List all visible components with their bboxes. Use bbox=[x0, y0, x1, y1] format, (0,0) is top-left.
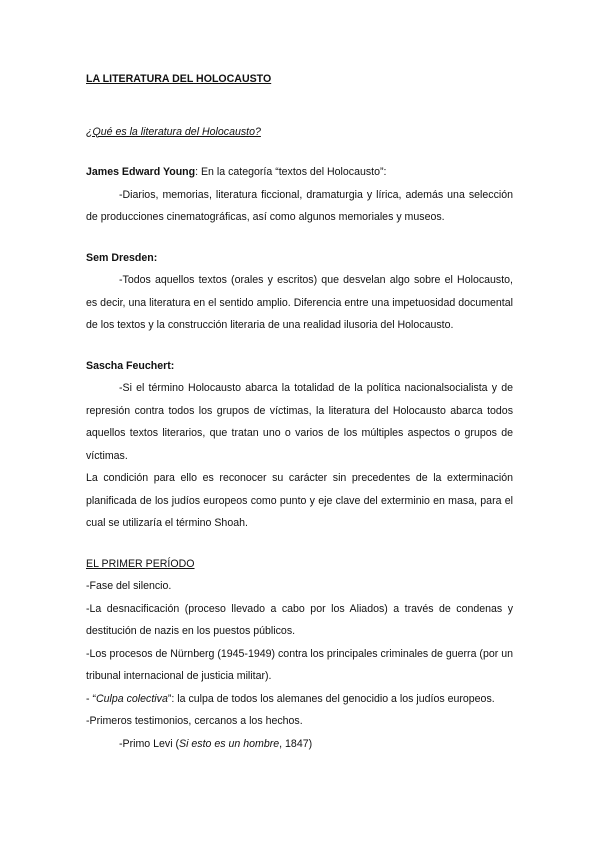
culpa-prefix: - “ bbox=[86, 692, 96, 705]
levi-prefix: -Primo Levi ( bbox=[119, 737, 180, 750]
levi-title: Si esto es un hombre bbox=[179, 737, 280, 750]
period-item: -Primeros testimonios, cercanos a los hechos. bbox=[86, 715, 303, 727]
levi-line bbox=[86, 733, 513, 756]
period-culpa bbox=[86, 688, 513, 711]
culpa-rest: ”: la culpa de todos los alemanes del genocidio a los judíos europeos. bbox=[167, 692, 495, 705]
spacer bbox=[86, 229, 513, 247]
young-heading bbox=[86, 161, 513, 184]
spacer bbox=[86, 91, 513, 109]
feuchert-condition: La condición para ello es reconocer su carácter sin precedentes de la exterminación planificada de los judíos europeos como punto y eje clave del exterminio en masa, para el cual se utilizaría el término Shoah. bbox=[86, 472, 513, 529]
levi-suffix: , 1847) bbox=[279, 737, 313, 750]
young-name: James Edward Young bbox=[86, 166, 196, 178]
young-text: -Diarios, memorias, literatura ficcional, dramaturgia y lírica, además una selección de producciones cinematográficas, así como algunos memoriales y museos. bbox=[86, 188, 513, 223]
dresden-name: Sem Dresden: bbox=[86, 251, 158, 264]
section-question: ¿Qué es la literatura del Holocausto? bbox=[86, 125, 261, 138]
spacer bbox=[86, 337, 513, 355]
culpa-term: Culpa colectiva bbox=[96, 692, 168, 705]
document-title: LA LITERATURA DEL HOLOCAUSTO bbox=[86, 73, 272, 85]
period-item: -Fase del silencio. bbox=[86, 580, 172, 592]
period-heading: EL PRIMER PERÍODO bbox=[86, 557, 195, 570]
dresden-text: -Todos aquellos textos (orales y escritos) que desvelan algo sobre el Holocausto, es decir, una literatura en el sentido amplio. Diferencia entre una impetuosidad documental de los textos y la construcción literaria de una realidad ilusoria del Holocausto. bbox=[86, 274, 513, 331]
young-intro: : En la categoría “textos del Holocausto”: bbox=[195, 166, 387, 178]
feuchert-name: Sascha Feuchert: bbox=[86, 359, 175, 372]
spacer bbox=[86, 535, 513, 553]
feuchert-text: -Si el término Holocausto abarca la totalidad de la política nacionalsocialista y de represión contra todos los grupos de víctimas, la literatura del Holocausto abarca todos aquellos textos literarios, que tratan uno o varios de los múltiples aspectos o grupos de víctimas. bbox=[86, 382, 513, 462]
period-item: -La desnacificación (proceso llevado a cabo por los Aliados) a través de condenas y destitución de nazis en los puestos públicos. bbox=[86, 602, 513, 637]
period-item: -Los procesos de Nürnberg (1945-1949) contra los principales criminales de guerra (por un tribunal internacional de justicia militar). bbox=[86, 647, 513, 682]
spacer bbox=[86, 143, 513, 161]
